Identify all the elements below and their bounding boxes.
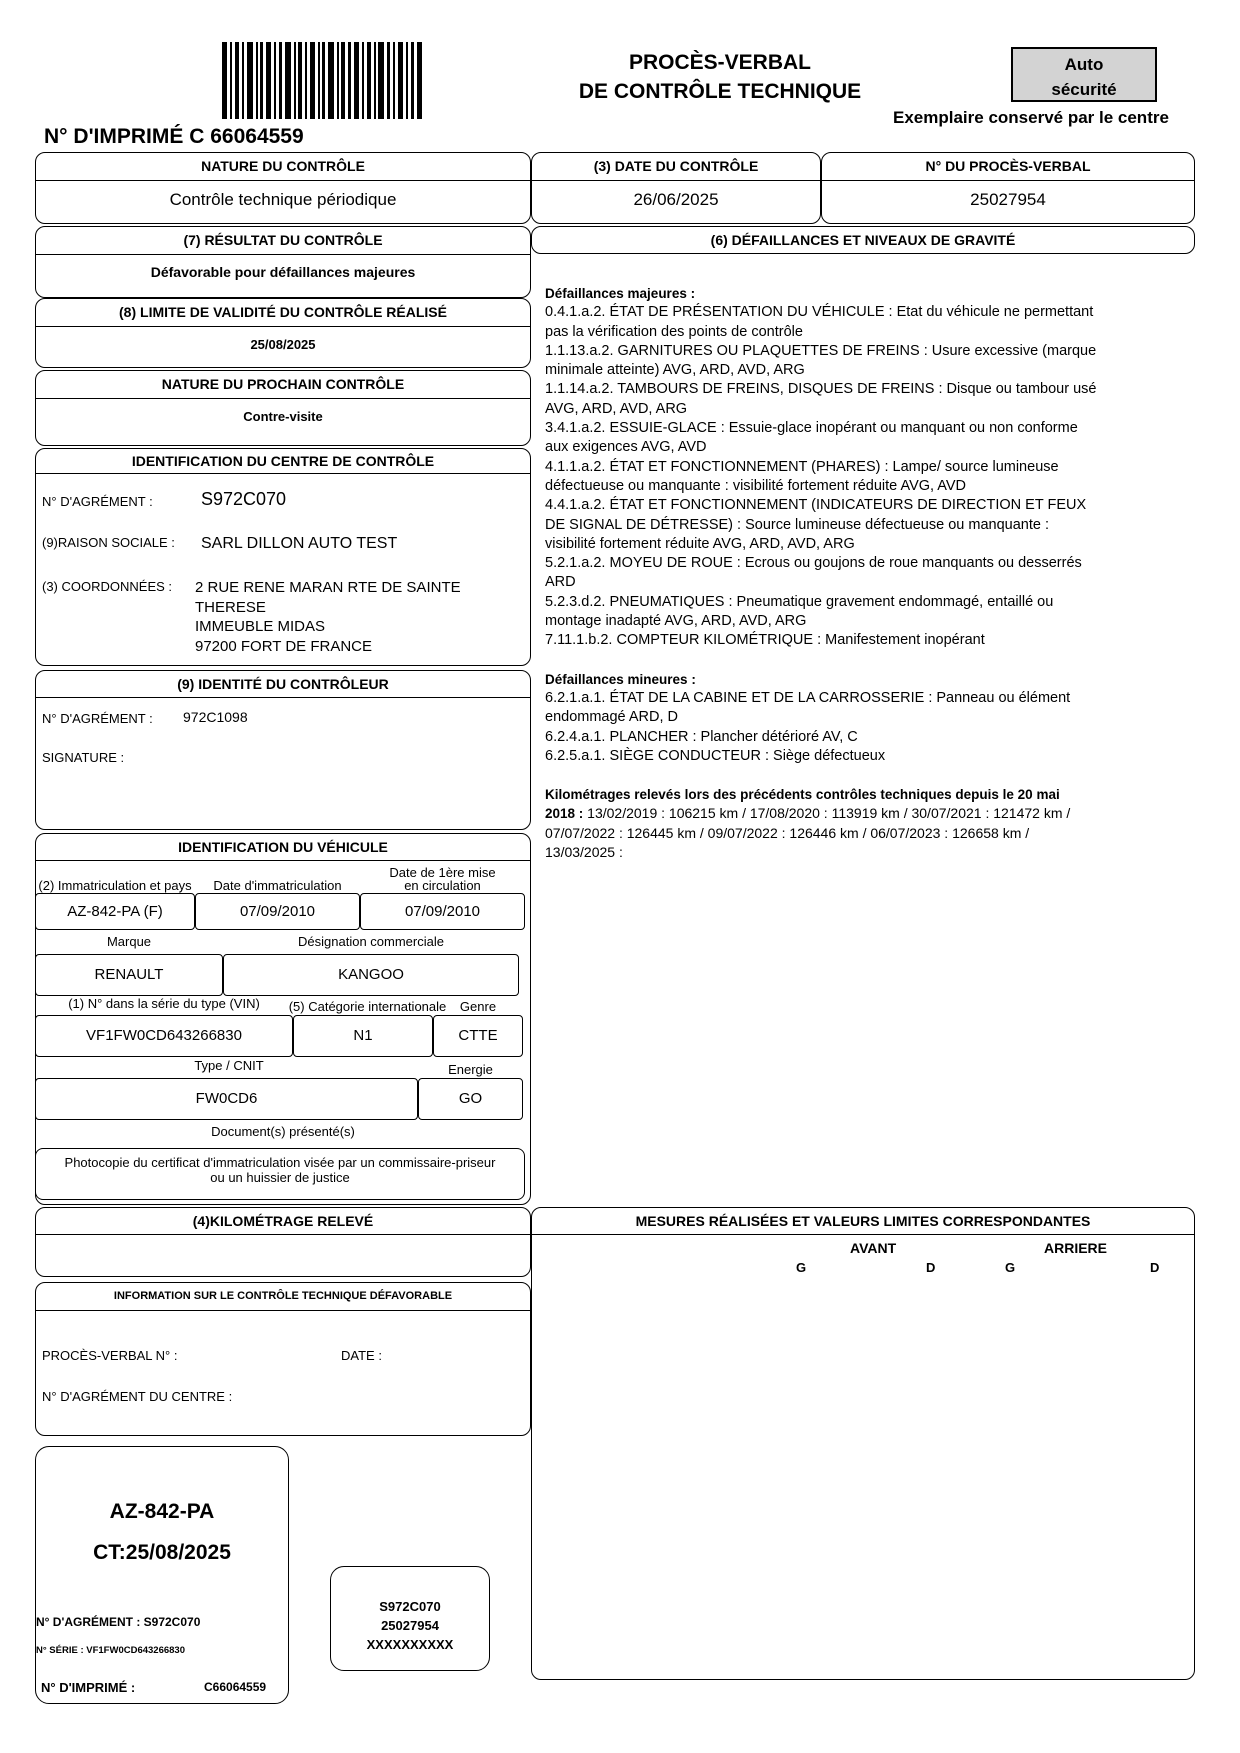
majeure-line: minimale atteinte) AVG, ARD, AVD, ARG: [545, 362, 805, 379]
type-value: FW0CD6: [35, 1078, 418, 1120]
documents-label: Document(s) présenté(s): [211, 1124, 355, 1139]
mesures-label: MESURES RÉALISÉES ET VALEURS LIMITES CORRESPONDANTES: [532, 1208, 1194, 1235]
vignette-imprime-value: C66064559: [204, 1680, 267, 1694]
brand-line-1: Auto: [1064, 55, 1104, 74]
vin-value: VF1FW0CD643266830: [35, 1015, 293, 1057]
coord-line-2: THERESE: [195, 598, 266, 616]
controleur-agrement-label: N° D'AGRÉMENT :: [42, 711, 153, 726]
km-line-1: 13/02/2019 : 106215 km / 17/08/2020 : 113919 km / 30/07/2021 : 121472 km /: [583, 805, 1071, 822]
centre-agrement-value: S972C070: [201, 489, 287, 509]
title-line-2: DE CONTRÔLE TECHNIQUE: [578, 80, 862, 103]
stamp-line-1: S972C070: [379, 1599, 441, 1614]
majeure-line: 4.4.1.a.2. ÉTAT ET FONCTIONNEMENT (INDICATEURS DE DIRECTION ET FEUX: [545, 497, 1087, 514]
majeure-line: 4.1.1.a.2. ÉTAT ET FONCTIONNEMENT (PHARES) : Lampe/ source lumineuse: [545, 458, 1059, 475]
mesures-avant: AVANT: [850, 1240, 897, 1256]
first-circ-label-2: en circulation: [404, 878, 481, 893]
pv-number-value: 25027954: [970, 190, 1046, 209]
majeure-line: 3.4.1.a.2. ESSUIE-GLACE : Essuie-glace inopérant ou manquant ou non conforme: [545, 420, 1078, 437]
info-defavorable-label: INFORMATION SUR LE CONTRÔLE TECHNIQUE DÉFAVORABLE: [36, 1283, 530, 1311]
title-line-1: PROCÈS-VERBAL: [628, 51, 812, 74]
print-number: N° D'IMPRIMÉ C 66064559: [44, 125, 304, 148]
immat-label: (2) Immatriculation et pays: [38, 878, 192, 893]
limite-box: [35, 298, 531, 368]
mesures-box: [531, 1207, 1195, 1680]
energie-value: GO: [418, 1078, 523, 1120]
vignette-agrement: N° D'AGRÉMENT : S972C070: [36, 1615, 201, 1629]
energie-label: Energie: [448, 1062, 493, 1077]
controleur-box: [35, 670, 531, 830]
designation-value: KANGOO: [223, 954, 519, 996]
copy-note: Exemplaire conservé par le centre: [893, 108, 1169, 127]
controleur-label: (9) IDENTITÉ DU CONTRÔLEUR: [36, 671, 530, 698]
majeures-title: Défaillances majeures :: [545, 286, 696, 301]
km-line-3: 13/03/2025 :: [545, 844, 623, 861]
majeure-line: 1.1.14.a.2. TAMBOURS DE FREINS, DISQUES DE FREINS : Disque ou tambour usé: [545, 381, 1097, 398]
pv-number-label: N° DU PROCÈS-VERBAL: [822, 153, 1194, 181]
vignette-immat: AZ-842-PA: [109, 1500, 215, 1523]
kilometrage-label: (4)KILOMÉTRAGE RELEVÉ: [36, 1208, 530, 1235]
first-circ-value: 07/09/2010: [360, 893, 525, 930]
date-immat-label: Date d'immatriculation: [213, 878, 342, 893]
majeure-line: 0.4.1.a.2. ÉTAT DE PRÉSENTATION DU VÉHICULE : Etat du véhicule ne permettant: [545, 304, 1094, 321]
coord-value: [195, 578, 461, 656]
first-circ-label: [360, 866, 525, 892]
brand-badge: [1011, 47, 1157, 102]
brand-line-2: sécurité: [1051, 80, 1117, 99]
mesures-arriere: ARRIERE: [1044, 1240, 1108, 1256]
raison-value: SARL DILLON AUTO TEST: [201, 535, 398, 552]
nature-controle-box: [35, 152, 531, 224]
stamp-line-3: XXXXXXXXXX: [366, 1637, 454, 1652]
date-immat-value: 07/09/2010: [195, 893, 360, 930]
coord-line-4: 97200 FORT DE FRANCE: [195, 637, 373, 655]
centre-box: [35, 448, 531, 666]
coord-line-3: IMMEUBLE MIDAS: [195, 618, 326, 635]
majeure-line: 1.1.13.a.2. GARNITURES OU PLAQUETTES DE FREINS : Usure excessive (marque: [545, 342, 1097, 359]
prochain-value: Contre-visite: [243, 409, 323, 424]
majeure-line: pas la vérification des points de contrôle: [545, 323, 803, 340]
date-controle-box: [531, 152, 821, 224]
defaillances-header-box: [531, 226, 1195, 254]
defaillances-content: [545, 284, 1145, 862]
majeure-line: montage inadapté AVG, ARD, AVD, ARG: [545, 613, 807, 630]
mesures-avant-d: D: [926, 1260, 936, 1275]
vignette-box: [35, 1446, 289, 1704]
documents-line-1: Photocopie du certificat d'immatriculation visée par un commissaire-priseur: [64, 1155, 496, 1170]
immat-value: AZ-842-PA (F): [35, 893, 195, 930]
marque-value: RENAULT: [35, 954, 223, 996]
date-controle-label: (3) DATE DU CONTRÔLE: [532, 153, 820, 181]
marque-label: Marque: [106, 934, 152, 949]
mineure-line: 6.2.5.a.1. SIÈGE CONDUCTEUR : Siège défectueux: [545, 747, 886, 764]
limite-label: (8) LIMITE DE VALIDITÉ DU CONTRÔLE RÉALISÉ: [36, 299, 530, 327]
majeure-line: aux exigences AVG, AVD: [545, 439, 707, 456]
categorie-value: N1: [293, 1015, 433, 1057]
mesures-arriere-g: G: [1005, 1260, 1016, 1275]
km-year: 2018 :: [545, 806, 584, 822]
documents-line-2: ou un huissier de justice: [210, 1170, 350, 1185]
signature-label: SIGNATURE :: [42, 750, 125, 765]
stamp-line-2: 25027954: [381, 1618, 439, 1633]
categorie-label: (5) Catégorie internationale: [288, 999, 447, 1014]
genre-value: CTTE: [433, 1015, 523, 1057]
limite-value: 25/08/2025: [250, 337, 316, 352]
resultat-box: [35, 226, 531, 298]
coord-line-1: 2 RUE RENE MARAN RTE DE SAINTE: [195, 579, 461, 596]
document-title: [560, 48, 880, 106]
centre-label: IDENTIFICATION DU CENTRE DE CONTRÔLE: [36, 449, 530, 474]
prochain-box: [35, 370, 531, 446]
controleur-agrement-value: 972C1098: [183, 709, 248, 725]
documents-value: [35, 1148, 525, 1200]
coord-label: (3) COORDONNÉES :: [42, 579, 173, 594]
majeure-line: AVG, ARD, AVD, ARG: [545, 400, 688, 417]
type-label: Type / CNIT: [194, 1058, 264, 1073]
mesures-arriere-d: D: [1150, 1260, 1160, 1275]
info-defavorable-box: [35, 1282, 531, 1436]
info-agrement-label: N° D'AGRÉMENT DU CENTRE :: [42, 1389, 233, 1404]
pv-number-box: [821, 152, 1195, 224]
majeure-line: défectueuse ou manquante : visibilité fortement réduite AVG, AVD: [545, 477, 967, 494]
designation-label: Désignation commerciale: [298, 934, 444, 949]
date-controle-value: 26/06/2025: [633, 190, 719, 209]
vin-label: (1) N° dans la série du type (VIN): [68, 996, 260, 1011]
resultat-value: Défavorable pour défaillances majeures: [150, 264, 416, 280]
mineures-title: Défaillances mineures :: [545, 671, 696, 687]
raison-label: (9)RAISON SOCIALE :: [42, 535, 175, 550]
majeure-line: visibilité fortement réduite AVG, ARD, AVD, ARG: [545, 535, 855, 552]
majeure-line: DE SIGNAL DE DÉTRESSE) : Source lumineuse défectueuse ou manquante :: [545, 516, 1049, 533]
vignette-serie: N° SÉRIE : VF1FW0CD643266830: [36, 1645, 185, 1656]
stamp-box: [330, 1566, 490, 1671]
prochain-label: NATURE DU PROCHAIN CONTRÔLE: [36, 371, 530, 399]
nature-controle-label: NATURE DU CONTRÔLE: [36, 153, 530, 181]
vehicule-label: IDENTIFICATION DU VÉHICULE: [36, 834, 530, 861]
vignette-imprime-label: N° D'IMPRIMÉ :: [41, 1680, 136, 1695]
majeure-line: 7.11.1.b.2. COMPTEUR KILOMÉTRIQUE : Manifestement inopérant: [545, 632, 985, 649]
first-circ-label-1: Date de 1ère mise: [389, 865, 496, 880]
mineure-line: 6.2.4.a.1. PLANCHER : Plancher détérioré AV, C: [545, 728, 858, 745]
resultat-label: (7) RÉSULTAT DU CONTRÔLE: [36, 227, 530, 255]
genre-label: Genre: [459, 999, 497, 1014]
majeure-line: ARD: [545, 574, 576, 591]
mesures-avant-g: G: [796, 1260, 807, 1275]
majeure-line: 5.2.1.a.2. MOYEU DE ROUE : Ecrous ou goujons de roue manquants ou desserrés: [545, 555, 1082, 572]
info-date-label: DATE :: [341, 1348, 382, 1363]
defaillances-label: (6) DÉFAILLANCES ET NIVEAUX DE GRAVITÉ: [710, 232, 1016, 248]
mineure-line: 6.2.1.a.1. ÉTAT DE LA CABINE ET DE LA CARROSSERIE : Panneau ou élément: [545, 689, 1071, 706]
mineure-line: endommagé ARD, D: [545, 709, 678, 726]
vignette-ct: CT:25/08/2025: [93, 1541, 231, 1564]
nature-controle-value: Contrôle technique périodique: [169, 190, 397, 209]
km-line-2: 07/07/2022 : 126445 km / 09/07/2022 : 126446 km / 06/07/2023 : 126658 km /: [545, 824, 1030, 841]
km-title: Kilométrages relevés lors des précédents contrôles techniques depuis le 20 mai: [545, 787, 1060, 803]
majeure-line: 5.2.3.d.2. PNEUMATIQUES : Pneumatique gravement endommagé, entaillé ou: [545, 593, 1054, 610]
info-pv-label: PROCÈS-VERBAL N° :: [42, 1348, 178, 1363]
kilometrage-box: [35, 1207, 531, 1277]
centre-agrement-label: N° D'AGRÉMENT :: [42, 494, 153, 509]
barcode: [222, 42, 422, 119]
